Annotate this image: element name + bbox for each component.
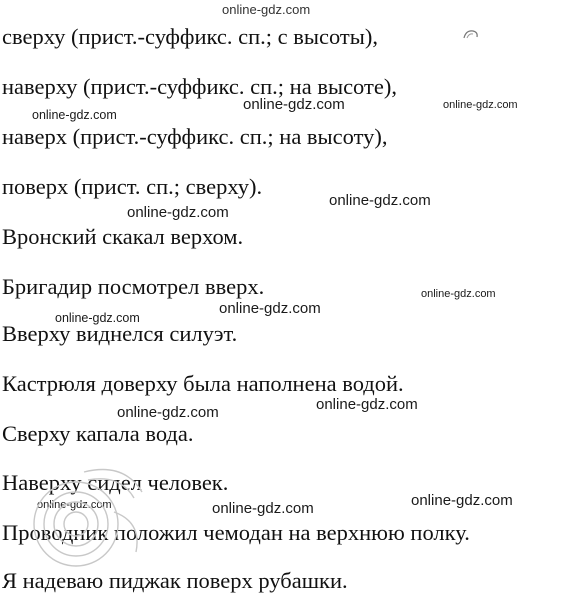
watermark: online-gdz.com (316, 396, 418, 413)
watermark: online-gdz.com (421, 288, 496, 300)
swirl-decoration-icon (462, 28, 480, 42)
text-line-9: Сверху капала вода. (2, 421, 194, 446)
text-line-7: Вверху виднелся силуэт. (2, 321, 238, 346)
text-line-6: Бригадир посмотрел вверх. (2, 274, 265, 299)
watermark: online-gdz.com (443, 99, 518, 111)
watermark: online-gdz.com (222, 2, 311, 17)
text-line-4: поверх (прист. сп.; сверху). (2, 174, 263, 199)
watermark: online-gdz.com (117, 404, 219, 421)
text-line-2: наверху (прист.-суффикс. сп.; на высоте), (2, 74, 397, 99)
watermark: online-gdz.com (32, 108, 117, 122)
text-line-11: Проводник положил чемодан на верхнюю полку. (2, 520, 470, 545)
text-line-1: сверху (прист.-суффикс. сп.; с высоты), (2, 24, 378, 49)
text-line-10: Наверху сидел человек. (2, 470, 229, 495)
stamp-watermark-icon (14, 452, 164, 592)
text-line-5: Вронский скакал верхом. (2, 224, 244, 249)
watermark: online-gdz.com (329, 192, 431, 209)
watermark: online-gdz.com (219, 300, 321, 317)
watermark: online-gdz.com (55, 311, 140, 325)
watermark: online-gdz.com (212, 500, 314, 517)
watermark: online-gdz.com (37, 499, 112, 511)
text-line-8: Кастрюля доверху была наполнена водой. (2, 371, 404, 396)
watermark: online-gdz.com (411, 492, 513, 509)
watermark: online-gdz.com (243, 96, 345, 113)
text-line-12: Я надеваю пиджак поверх рубашки. (2, 568, 348, 593)
watermark: online-gdz.com (127, 204, 229, 221)
text-line-3: наверх (прист.-суффикс. сп.; на высоту), (2, 124, 388, 149)
